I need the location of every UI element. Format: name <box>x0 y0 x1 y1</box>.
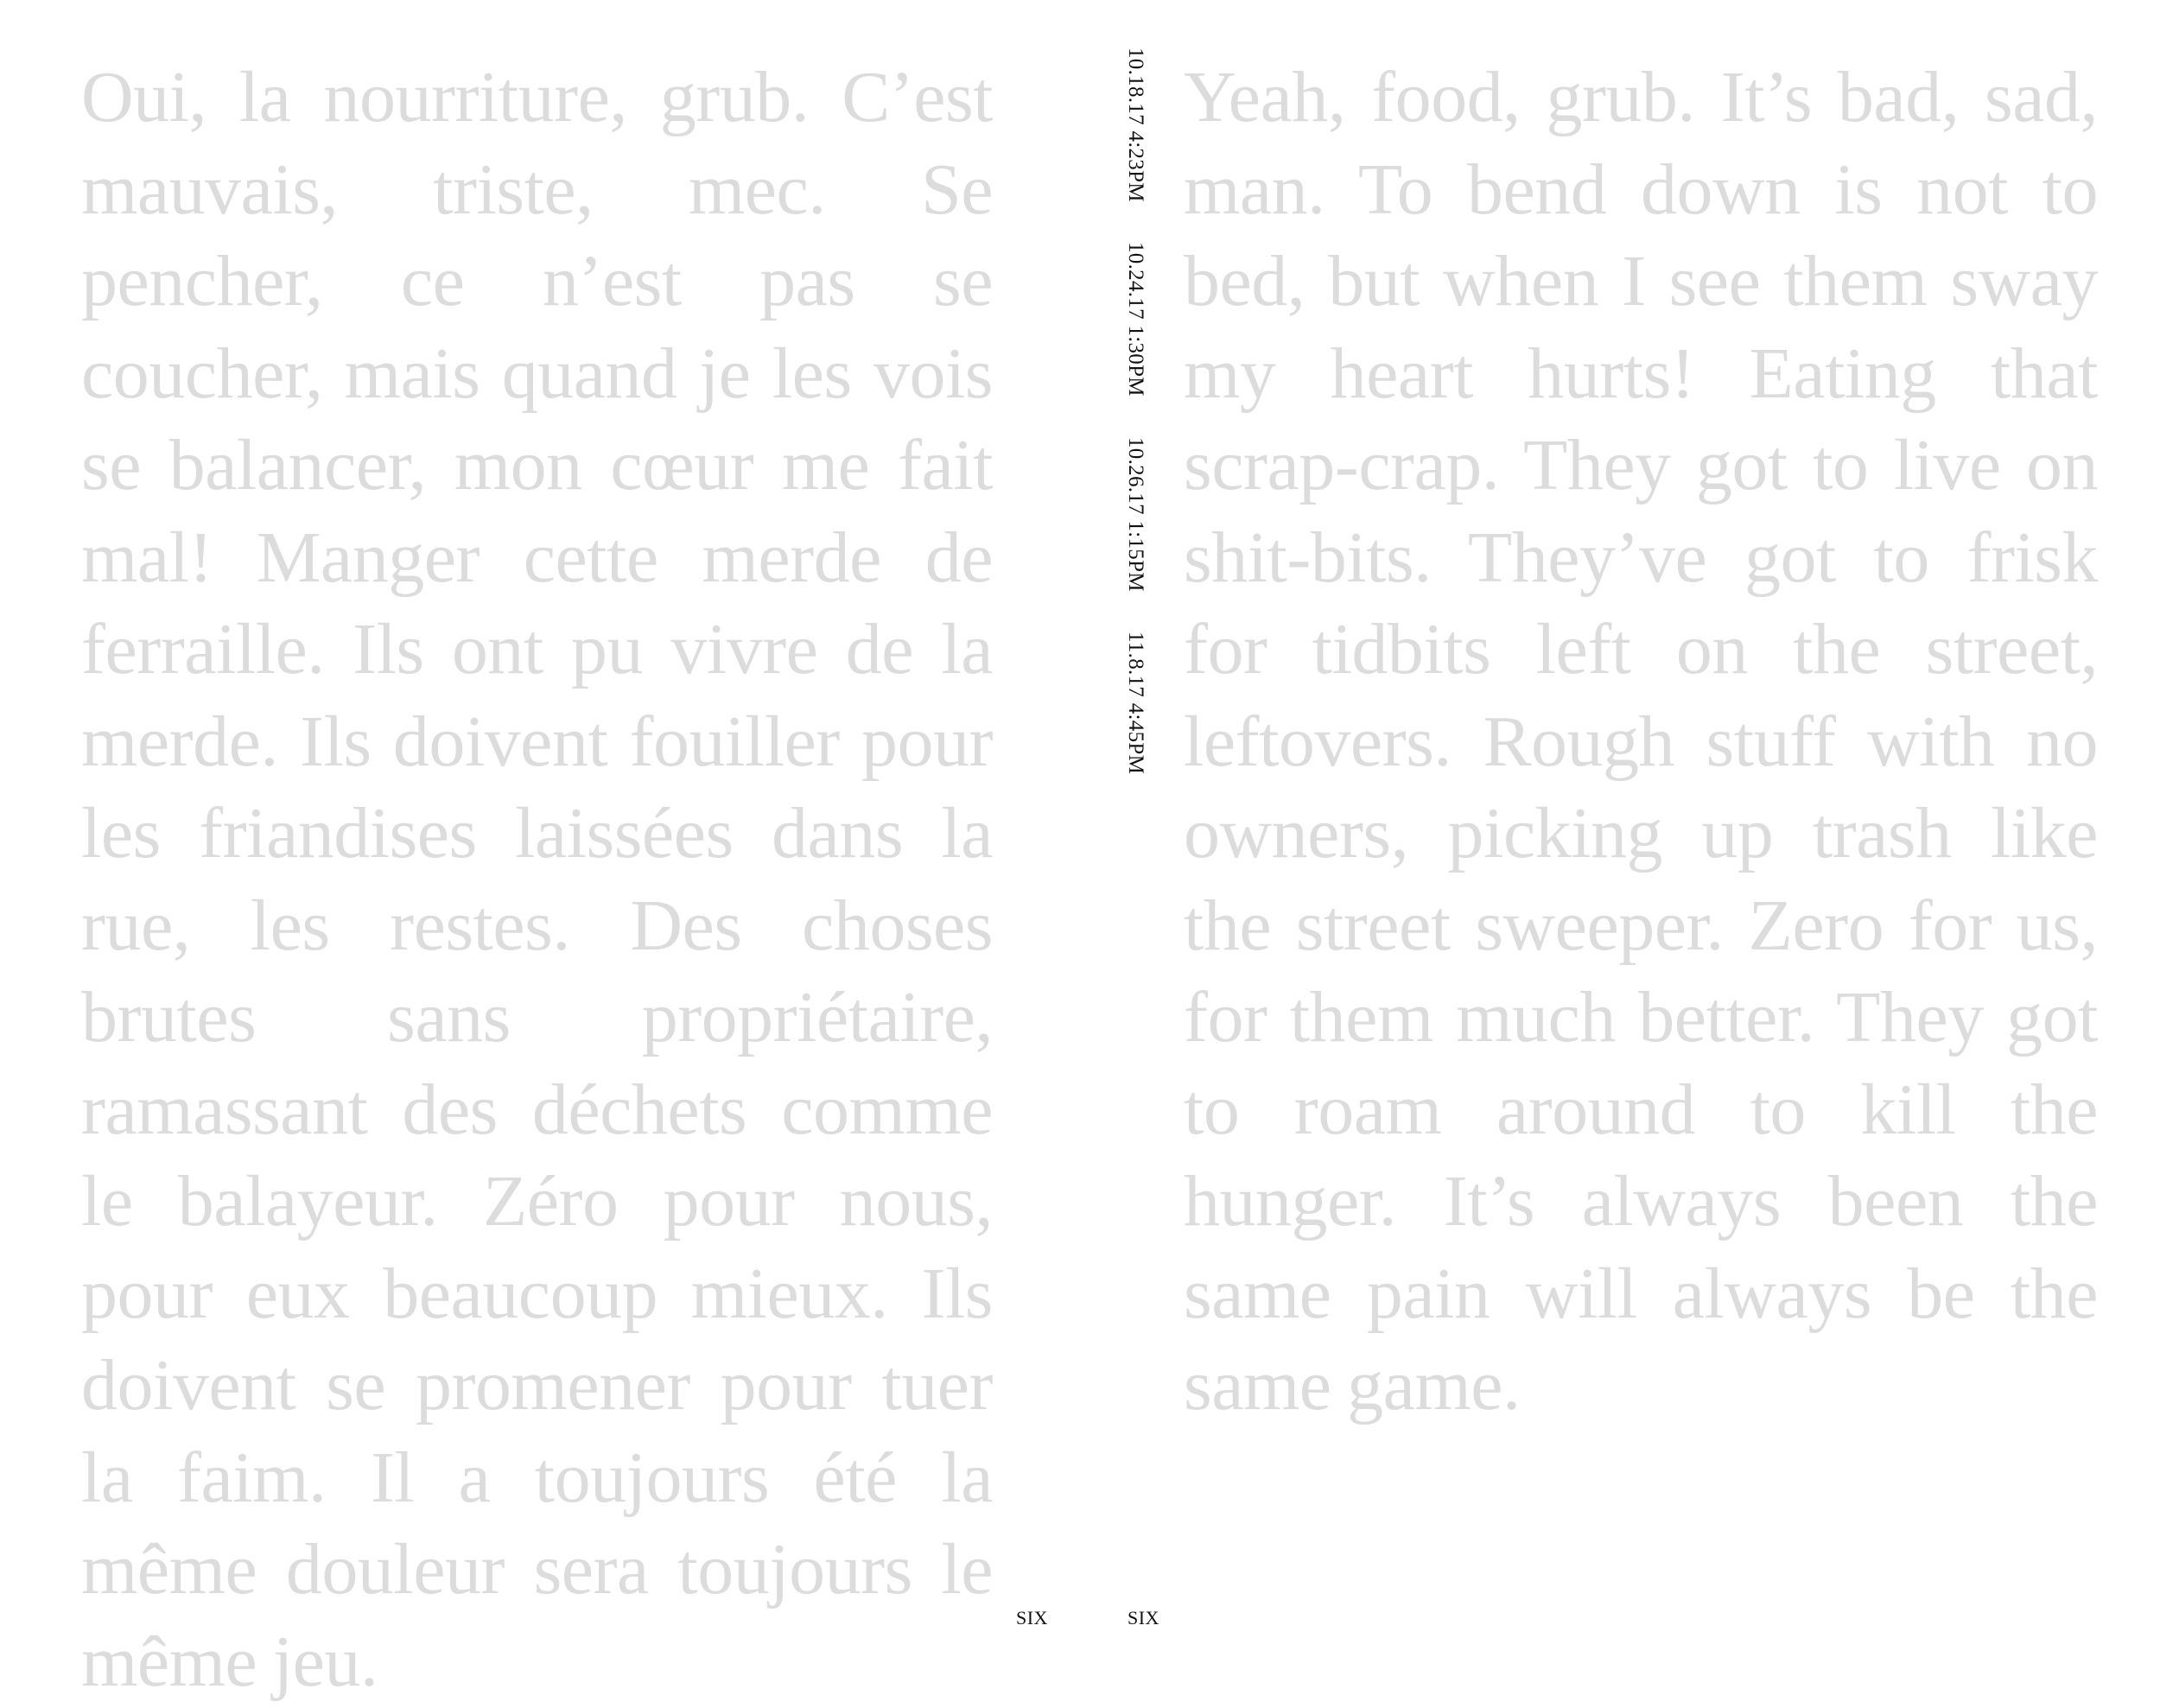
right-page <box>1080 0 2160 1669</box>
left-page-number: SIX <box>1016 1607 1048 1629</box>
english-text-block: Yeah, food, grub. It’s bad, sad, man. To bend down is not to bed, but when I see them sway my heart hurts! Eating that scrap-crap. They got to live on shit-bits. They’ve got to frisk for tidbits left on the street, leftovers. Rough stuff with no owners, picking up trash like the street sweeper. Zero for us, for them much better. They got to roam around to kill the hunger. It’s always been the same pain will always be the same game. <box>1184 57 2098 1425</box>
timestamp-3: 10.26.17 1:15PM <box>1124 436 1147 592</box>
timestamp-2: 10.24.17 1:30PM <box>1124 242 1147 397</box>
left-page <box>0 0 1080 1702</box>
right-page-number: SIX <box>1128 1607 1159 1629</box>
french-text-block: Oui, la nourriture, grub. C’est mauvais, triste, mec. Se pencher, ce n’est pas se coucher, mais quand je les vois se balancer, mon cœur me fait mal! Manger cette merde de ferraille. Ils ont pu vivre de la merde. Ils doivent fouiller pour les friandises laissées dans la rue, les restes. Des choses brutes sans propriétaire, ramassant des déchets comme le balayeur. Zéro pour nous, pour eux beaucoup mieux. Ils doivent se promener pour tuer la faim. Il a toujours été la même douleur sera toujours le même jeu. <box>81 57 993 1702</box>
timestamp-4: 11.8.17 4:45PM <box>1124 632 1147 775</box>
timestamp-column <box>1123 48 1147 809</box>
timestamp-1: 10.18.17 4:23PM <box>1124 48 1147 202</box>
